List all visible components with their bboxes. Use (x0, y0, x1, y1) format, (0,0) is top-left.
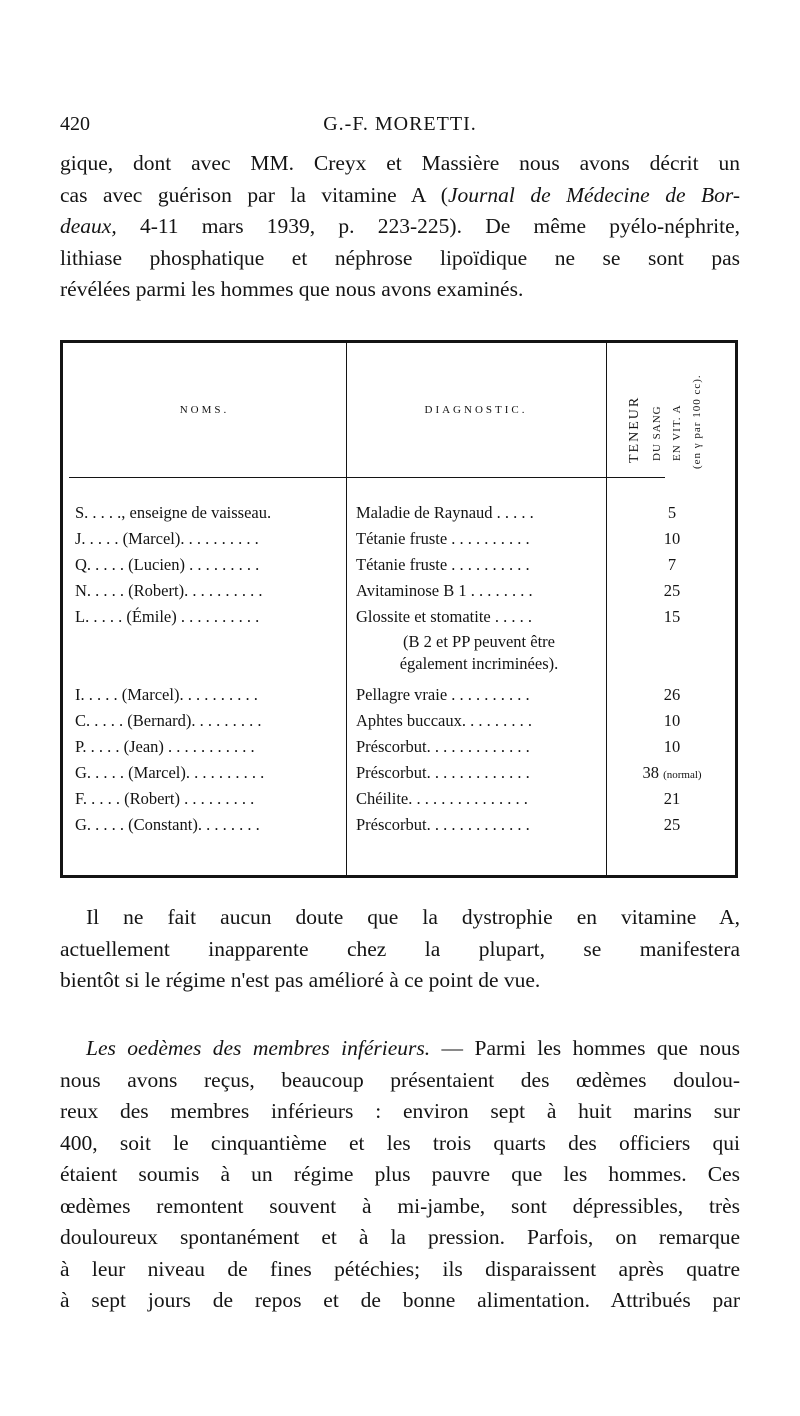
table-row: J. . . . . (Marcel). . . . . . . . . . Tétanie fruste . . . . . . . . . . 10 (75, 529, 681, 548)
table-row: P. . . . . (Jean) . . . . . . . . . . . Préscorbut. . . . . . . . . . . . . 10 (75, 737, 681, 756)
table-row: I. . . . . (Marcel). . . . . . . . . . Pellagre vraie . . . . . . . . . . 26 (75, 685, 681, 704)
text-line: révélées parmi les hommes que nous avons examinés. (60, 277, 524, 301)
table-row: S. . . . ., enseigne de vaisseau. Maladie de Raynaud . . . . . 5 (75, 503, 677, 522)
text-line: 400, soit le cinquantième et les trois quarts des officiers qui (60, 1130, 740, 1155)
glossite-note: (B 2 et PP peuvent être également incriminées). (399, 632, 559, 673)
table-row: G. . . . . (Constant). . . . . . . . Préscorbut. . . . . . . . . . . . . 25 (75, 815, 681, 834)
journal-citation: Journal de Médecine de Bor- (447, 182, 740, 207)
text-line: à sept jours de repos et de bonne alimentation. Attribués par (60, 1288, 740, 1312)
table-row: C. . . . . (Bernard). . . . . . . . . Aphtes buccaux. . . . . . . . . 10 (75, 711, 681, 730)
paragraph-3-cont (60, 1065, 740, 1317)
table-row: L. . . . . (Émile) . . . . . . . . . . Glossite et stomatite . . . . . 15 (75, 607, 681, 626)
table-row: F. . . . . (Robert) . . . . . . . . . Chéilite. . . . . . . . . . . . . . . 21 (75, 789, 681, 808)
paragraph-3 (60, 1033, 740, 1065)
paragraph-1 (60, 148, 740, 306)
text-line: nous avons reçus, beaucoup présentaient des œdèmes doulou- (60, 1067, 740, 1092)
text-line: Il ne fait aucun doute que la dystrophie en vitamine A, (86, 905, 740, 929)
vitamin-a-table (60, 340, 738, 878)
header-diagnostic: DIAGNOSTIC. (424, 404, 528, 416)
text-line: reux des membres inférieurs : environ sept à huit marins sur (60, 1099, 740, 1123)
page-number: 420 (60, 113, 90, 135)
paragraph-2-cont (60, 934, 740, 997)
table-row: G. . . . . (Marcel). . . . . . . . . . Préscorbut. . . . . . . . . . . . . 38 (normal) (75, 763, 702, 782)
text-line: douloureux spontanément et à la pression. Parfois, on remarque (60, 1225, 740, 1249)
paragraph-2 (60, 902, 740, 934)
page-header (60, 113, 740, 143)
header-rule (69, 477, 665, 478)
table-row: Q. . . . . (Lucien) . . . . . . . . . Tétanie fruste . . . . . . . . . . 7 (75, 555, 677, 574)
text-line: gique, dont avec MM. Creyx et Massière nous avons décrit un (60, 151, 740, 175)
table-row: N. . . . . (Robert). . . . . . . . . . Avitaminose B 1 . . . . . . . . 25 (75, 581, 681, 600)
section-heading: Les oedèmes des membres inférieurs. (86, 1036, 431, 1060)
text-line: lithiase phosphatique et néphrose lipoïdique ne se sont pas (60, 245, 740, 270)
header-noms: NOMS. (179, 404, 230, 416)
text-line: actuellement inapparente chez la plupart, se manifestera (60, 936, 740, 961)
text-line: deaux, 4-11 mars 1939, p. 223-225). De même pyélo-néphrite, (60, 214, 740, 238)
text-line: cas avec guérison par la vitamine A (Journal de Médecine de Bor- (60, 182, 740, 207)
text-line: Les oedèmes des membres inférieurs. — Parmi les hommes que nous (86, 1036, 740, 1060)
text-line: œdèmes remontent souvent à mi-jambe, sont dépressibles, très (60, 1193, 740, 1218)
text-line: à leur niveau de fines pétéchies; ils disparaissent après quatre (60, 1256, 740, 1281)
text-line: bientôt si le régime n'est pas amélioré à ce point de vue. (60, 968, 541, 992)
header-teneur: TENEUR DU SANG EN VIT. A (en γ par 100 cc). (627, 374, 703, 469)
running-head: G.-F. MORETTI. (323, 113, 477, 135)
text-line: étaient soumis à un régime plus pauvre que les hommes. Ces (60, 1162, 740, 1186)
